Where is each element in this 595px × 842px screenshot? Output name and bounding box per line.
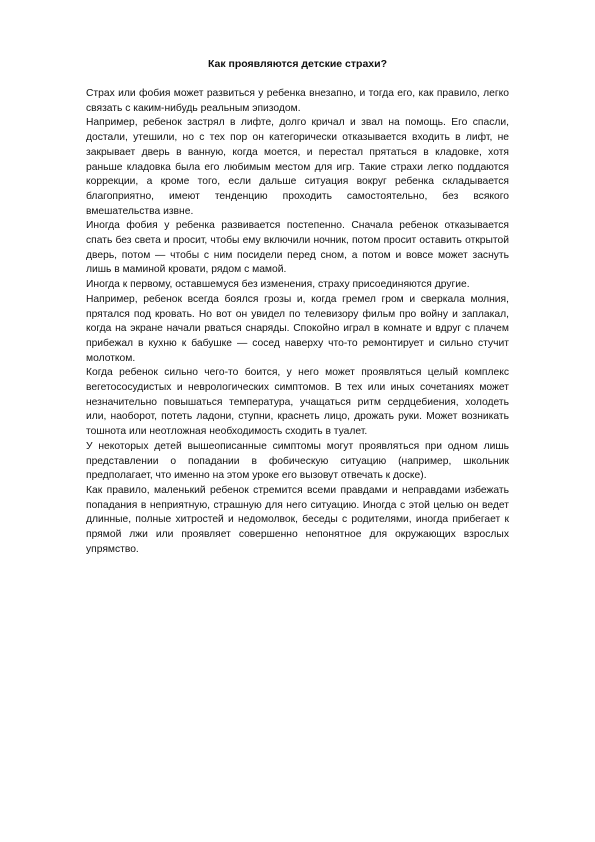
paragraph-4: Иногда к первому, оставшемуся без изменения, страху присоединяются другие.: [86, 279, 470, 291]
paragraph-6: Когда ребенок сильно чего-то боится, у него может проявляться целый комплекс вегетососудистых и неврологических симптомов. В тех или иных сочетаниях может незначительно повышаться температура, учащаться ритм сердцебиения, холодеть или, наоборот, потеть ладони, ступни, краснеть лицо, дрожать руки. Может возникать тошнота или неотложная необходимость сходить в туалет.: [86, 367, 509, 438]
page-title: Как проявляются детские страхи?: [207, 58, 388, 70]
document-page: [86, 57, 509, 558]
paragraph-5: Например, ребенок всегда боялся грозы и, когда гремел гром и сверкала молния, прятался под кровать. Но вот он увидел по телевизору фильм про войну и заплакал, когда на экране начали рваться снаряды. Спокойно играл в комнате и вдруг с плачем прибежал в кухню к бабушке — сосед наверху что-то ремонтирует и сильно стучит молотком.: [86, 293, 509, 364]
paragraph-7: У некоторых детей вышеописанные симптомы могут проявляться при одном лишь представлении о попадании в фобическую ситуацию (например, школьник предполагает, что именно на этом уроке его вызовут отвечать к доске).: [86, 440, 509, 482]
paragraph-1: Страх или фобия может развиться у ребенка внезапно, и тогда его, как правило, легко связать с каким-нибудь реальным эпизодом.: [86, 88, 509, 114]
paragraph-8: Как правило, маленький ребенок стремится всеми правдами и неправдами избежать попадания в неприятную, страшную для него ситуацию. Иногда с этой целью он ведет длинные, полные хитростей и недомолвок, беседы с родителями, иногда прибегает к прямой лжи или проявляет совершенно непонятное для окружающих взрослых упрямство.: [86, 484, 509, 555]
document-body: [86, 87, 509, 558]
paragraph-2: Например, ребенок застрял в лифте, долго кричал и звал на помощь. Его спасли, достали, утешили, но с тех пор он категорически отказывается входить в лифт, не закрывает дверь в ванную, когда моется, и перестал прятаться в кладовке, хотя раньше кладовка была его любимым местом для игр. Такие страхи легко поддаются коррекции, а кроме того, если дальше ситуация вокруг ребенка складывается благоприятно, имеют тенденцию проходить самостоятельно, без всякого вмешательства извне.: [86, 117, 509, 217]
paragraph-3: Иногда фобия у ребенка развивается постепенно. Сначала ребенок отказывается спать без света и просит, чтобы ему включили ночник, потом просит оставить открытой дверь, потом — чтобы с ним посидели перед сном, а потом и вовсе может заснуть лишь в маминой кровати, рядом с мамой.: [86, 220, 509, 276]
